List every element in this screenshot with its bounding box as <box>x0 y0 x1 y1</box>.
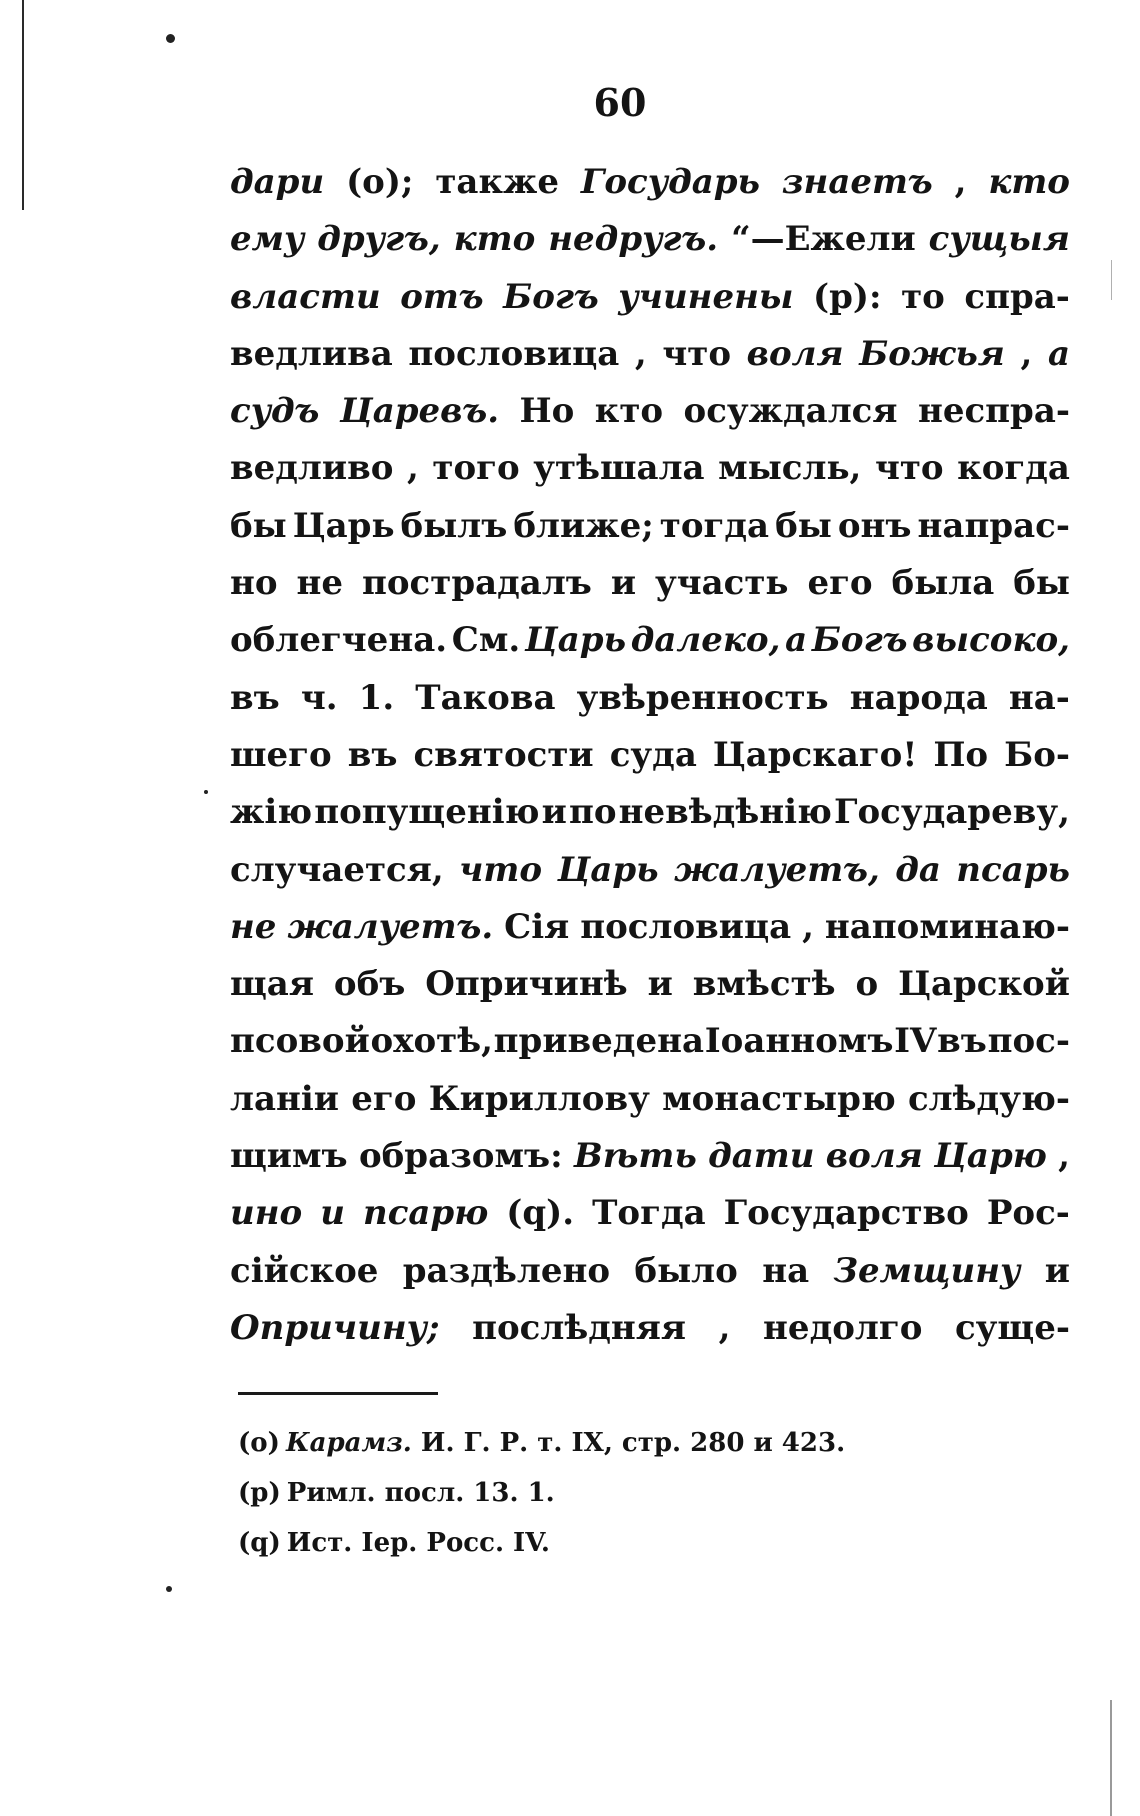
word: бы <box>775 505 832 546</box>
word: щимъ <box>230 1136 348 1177</box>
word: Вѣть <box>573 1136 697 1177</box>
text-line <box>230 1136 1070 1193</box>
word: жiю <box>230 792 313 833</box>
word: и <box>541 792 567 833</box>
page-edge-line <box>1111 260 1112 300</box>
text-line <box>230 563 1070 620</box>
text-line <box>230 1193 1070 1250</box>
word: щая <box>230 964 314 1005</box>
word: По <box>933 734 989 775</box>
word: что <box>874 448 944 489</box>
word: Такова <box>415 677 556 718</box>
footnote-text: Ист. Iер. Росс. IV. <box>286 1528 550 1558</box>
word: и <box>1044 1250 1070 1291</box>
word: на- <box>1008 677 1070 718</box>
word: когда <box>957 448 1070 489</box>
word: высоко, <box>912 620 1070 661</box>
footnote-mark: (q) <box>238 1528 281 1558</box>
text-line <box>230 1079 1070 1136</box>
text-line <box>230 391 1070 448</box>
word: , <box>407 448 419 489</box>
word: шего <box>230 734 332 775</box>
text-line <box>230 792 1070 849</box>
word: Царевъ. <box>339 391 500 432</box>
word: ведливо <box>230 448 394 489</box>
word: Кириллову <box>428 1078 650 1119</box>
word: раздѣлено <box>402 1250 611 1291</box>
word: Iоанномъ <box>704 1021 894 1062</box>
word: жалуетъ. <box>287 906 494 947</box>
word: по <box>568 792 617 833</box>
word: тогда <box>659 505 770 546</box>
word: ему <box>230 219 305 260</box>
word: псарю <box>362 1193 489 1234</box>
footnotes <box>238 1428 1058 1578</box>
word: Божья <box>859 333 1005 374</box>
word: власти <box>230 276 381 317</box>
word: то <box>901 276 945 317</box>
word: псовой <box>230 1021 370 1062</box>
word: его <box>807 563 873 604</box>
word: пос- <box>987 1021 1070 1062</box>
word: утѣшала <box>533 448 705 489</box>
word: ланiи <box>230 1078 340 1119</box>
text-line <box>230 162 1070 219</box>
word: Государеву, <box>833 792 1070 833</box>
footnote <box>238 1428 1058 1478</box>
word: Сiя <box>504 906 570 947</box>
footnote-mark: (o) <box>238 1428 280 1458</box>
word: Богъ <box>503 276 599 317</box>
text-line <box>230 1021 1070 1078</box>
word: осуждался <box>683 391 898 432</box>
word: облегчена. <box>230 620 448 661</box>
word: былъ <box>400 505 508 546</box>
text-line <box>230 448 1070 505</box>
word: суда <box>609 734 697 775</box>
word: , <box>634 333 647 374</box>
footnote-text: И. Г. Р. т. IX, стр. 280 и 423. <box>411 1428 846 1458</box>
word: бы <box>1013 563 1070 604</box>
text-line <box>230 964 1070 1021</box>
word: не <box>230 906 277 947</box>
word: (q). <box>506 1193 575 1234</box>
word: воля <box>825 1136 923 1177</box>
word: недолго <box>763 1307 923 1348</box>
word: спра- <box>964 276 1070 317</box>
word: знаетъ <box>781 162 933 202</box>
ink-speck <box>166 34 175 43</box>
word: отъ <box>400 276 484 317</box>
word: Царь <box>524 620 627 661</box>
word: кто <box>453 219 536 260</box>
word: въ <box>230 677 280 718</box>
word: о <box>855 964 879 1005</box>
word: пострадалъ <box>361 563 592 604</box>
word: что <box>459 849 543 890</box>
ink-speck <box>166 1586 172 1592</box>
word: и <box>610 563 637 604</box>
word: Тогда <box>592 1193 706 1234</box>
body-text <box>230 162 1070 1365</box>
word: также <box>435 162 559 202</box>
text-line <box>230 735 1070 792</box>
text-line <box>230 850 1070 907</box>
word: Царь <box>292 505 395 546</box>
word: пословица <box>408 333 620 374</box>
word: объ <box>333 964 406 1005</box>
word: “—Ежели <box>731 219 916 260</box>
word: ближе; <box>513 505 654 546</box>
word: въ <box>937 1021 987 1062</box>
word: пословица <box>580 906 792 947</box>
word: учинены <box>618 276 794 317</box>
text-line <box>230 1308 1070 1365</box>
word: охотѣ, <box>370 1021 493 1062</box>
word: его <box>351 1078 417 1119</box>
word: была <box>891 563 995 604</box>
word: въ <box>347 734 398 775</box>
page-edge-line <box>1110 1700 1112 1816</box>
word: кто <box>988 162 1070 202</box>
word: послѣдняя <box>472 1307 687 1348</box>
word: См. <box>451 620 521 661</box>
word: кто <box>594 391 664 432</box>
word: участь <box>654 563 789 604</box>
word: IV <box>894 1021 937 1062</box>
word: Царской <box>898 964 1070 1005</box>
word: судъ <box>230 391 320 432</box>
word: а <box>1047 333 1070 374</box>
text-line <box>230 506 1070 563</box>
footnote-rule <box>238 1392 438 1395</box>
word: и <box>320 1193 345 1234</box>
word: жалуетъ, <box>674 849 880 890</box>
word: Рос- <box>986 1193 1070 1234</box>
word: , <box>1020 333 1033 374</box>
word: приведена <box>493 1021 705 1062</box>
word: Царскаго! <box>712 734 918 775</box>
word: Богъ <box>811 620 908 661</box>
word: монастырю <box>662 1078 896 1119</box>
text-line <box>230 678 1070 735</box>
word: суще- <box>954 1307 1070 1348</box>
word: онъ <box>837 505 912 546</box>
text-line <box>230 277 1070 334</box>
word: народа <box>849 677 988 718</box>
word: на <box>762 1250 810 1291</box>
word: (о); <box>346 162 414 202</box>
word: того <box>432 448 520 489</box>
word: 1. <box>358 677 395 718</box>
word: псарь <box>956 849 1070 890</box>
footnote <box>238 1528 1058 1578</box>
word: и <box>647 964 673 1005</box>
word: недругъ. <box>548 219 719 260</box>
word: Опричинѣ <box>425 964 628 1005</box>
ink-speck <box>204 790 208 794</box>
text-line <box>230 334 1070 391</box>
word: воля <box>746 333 844 374</box>
word: но <box>230 563 278 604</box>
word: сущыя <box>928 219 1070 260</box>
word: Земщину <box>833 1250 1021 1291</box>
word: далеко, <box>630 620 781 661</box>
word: Государь <box>580 162 760 202</box>
footnote <box>238 1478 1058 1528</box>
word: , <box>1058 1136 1070 1177</box>
text-line <box>230 620 1070 677</box>
word: попущенiю <box>314 792 540 833</box>
word: бы <box>230 505 287 546</box>
word: Государство <box>723 1193 969 1234</box>
word: дари <box>230 162 325 202</box>
word: случается, <box>230 849 444 890</box>
word: неспра- <box>917 391 1070 432</box>
word: дати <box>708 1136 815 1177</box>
word: Царю <box>934 1136 1047 1177</box>
word: , <box>954 162 967 202</box>
word: вмѣстѣ <box>692 964 836 1005</box>
word: ч. <box>300 677 338 718</box>
word: мысль, <box>718 448 862 489</box>
word: да <box>895 849 941 890</box>
word: увѣренность <box>576 677 829 718</box>
word: (р): <box>813 276 882 317</box>
footnote-text: Римл. посл. 13. 1. <box>286 1478 555 1508</box>
word: Бо- <box>1004 734 1070 775</box>
word: образомъ: <box>358 1136 563 1177</box>
word: святости <box>413 734 594 775</box>
word: не <box>296 563 344 604</box>
word: ино <box>230 1193 303 1234</box>
word: невѣдѣнiю <box>618 792 832 833</box>
word: Царь <box>557 849 659 890</box>
word: слѣдую- <box>907 1078 1070 1119</box>
text-line <box>230 907 1070 964</box>
footnote-mark: (p) <box>238 1478 281 1508</box>
word: сiйское <box>230 1250 379 1291</box>
word: Опричину; <box>230 1307 440 1348</box>
word: напоминаю- <box>824 906 1070 947</box>
page-number: 60 <box>593 80 647 125</box>
word: , <box>718 1307 731 1348</box>
word: напрас- <box>917 505 1070 546</box>
footnote-text: Карамз. <box>285 1428 412 1458</box>
word: ведлива <box>230 333 393 374</box>
word: Но <box>519 391 575 432</box>
text-line <box>230 219 1070 276</box>
text-line <box>230 1251 1070 1308</box>
word: что <box>662 333 732 374</box>
word: , <box>802 906 814 947</box>
word: а <box>785 620 808 661</box>
word: было <box>634 1250 738 1291</box>
word: другъ, <box>317 219 441 260</box>
